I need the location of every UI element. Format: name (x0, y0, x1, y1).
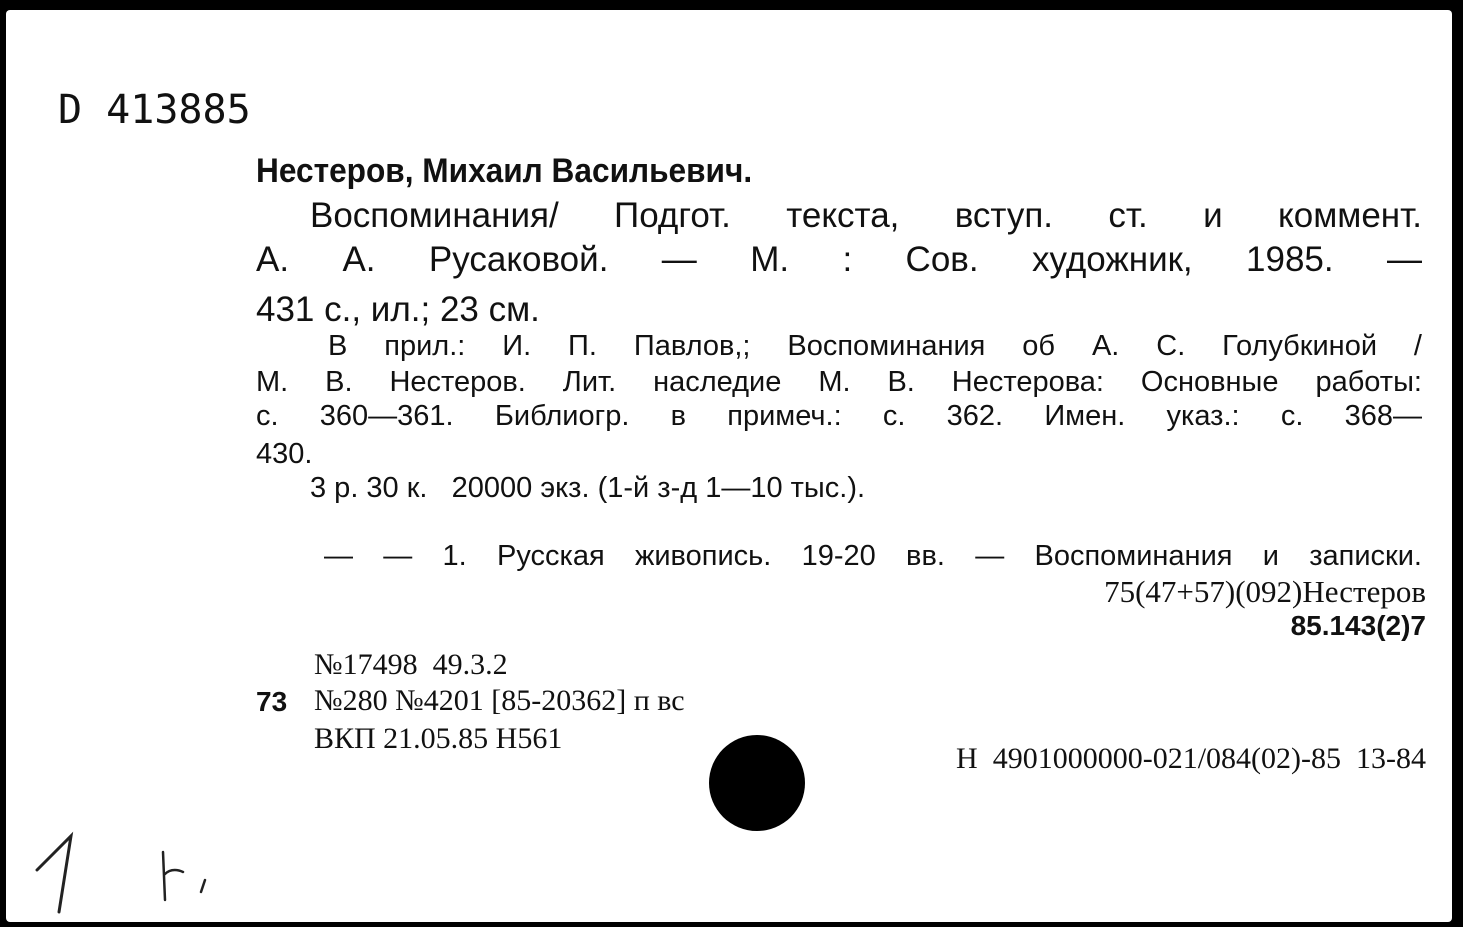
classification-1: 75(47+57)(092)Нестеров (1104, 574, 1426, 609)
title-line-2: А. А. Русаковой. — М. : Сов. художник, 1985. — (256, 240, 1422, 279)
record-line-3: ВКП 21.05.85 Н561 (314, 722, 563, 755)
title-line-1: Воспоминания/ Подгот. текста, вступ. ст. и коммент. (310, 196, 1422, 235)
record-number: 73 (256, 686, 288, 717)
classification-2: 85.143(2)7 (1290, 610, 1426, 641)
record-line-1: №17498 49.3.2 (314, 648, 508, 681)
handwritten-marks (31, 830, 271, 920)
isbn-line: Н 4901000000-021/084(02)-85 13-84 (956, 742, 1426, 775)
subject-line: — — 1. Русская живопись. 19-20 вв. — Воспоминания и записки. (324, 540, 1422, 572)
record-line-2: №280 №4201 [85-20362] п вс (314, 684, 685, 717)
punch-hole (709, 735, 805, 831)
note-line-1: В прил.: И. П. Павлов,; Воспоминания об А. С. Голубкиной / (328, 330, 1422, 362)
note-line-4: 430. (256, 438, 313, 470)
note-line-2: М. В. Нестеров. Лит. наследие М. В. Нестерова: Основные работы: (256, 366, 1422, 398)
call-number: D 413885 (58, 87, 251, 133)
catalog-card (6, 10, 1452, 922)
title-line-3: 431 с., ил.; 23 см. (256, 290, 540, 329)
price-line: 3 р. 30 к. 20000 экз. (1-й з-д 1—10 тыс.). (310, 472, 866, 504)
author-heading: Нестеров, Михаил Васильевич. (256, 152, 753, 190)
note-line-3: с. 360—361. Библиогр. в примеч.: с. 362. Имен. указ.: с. 368— (256, 400, 1422, 432)
